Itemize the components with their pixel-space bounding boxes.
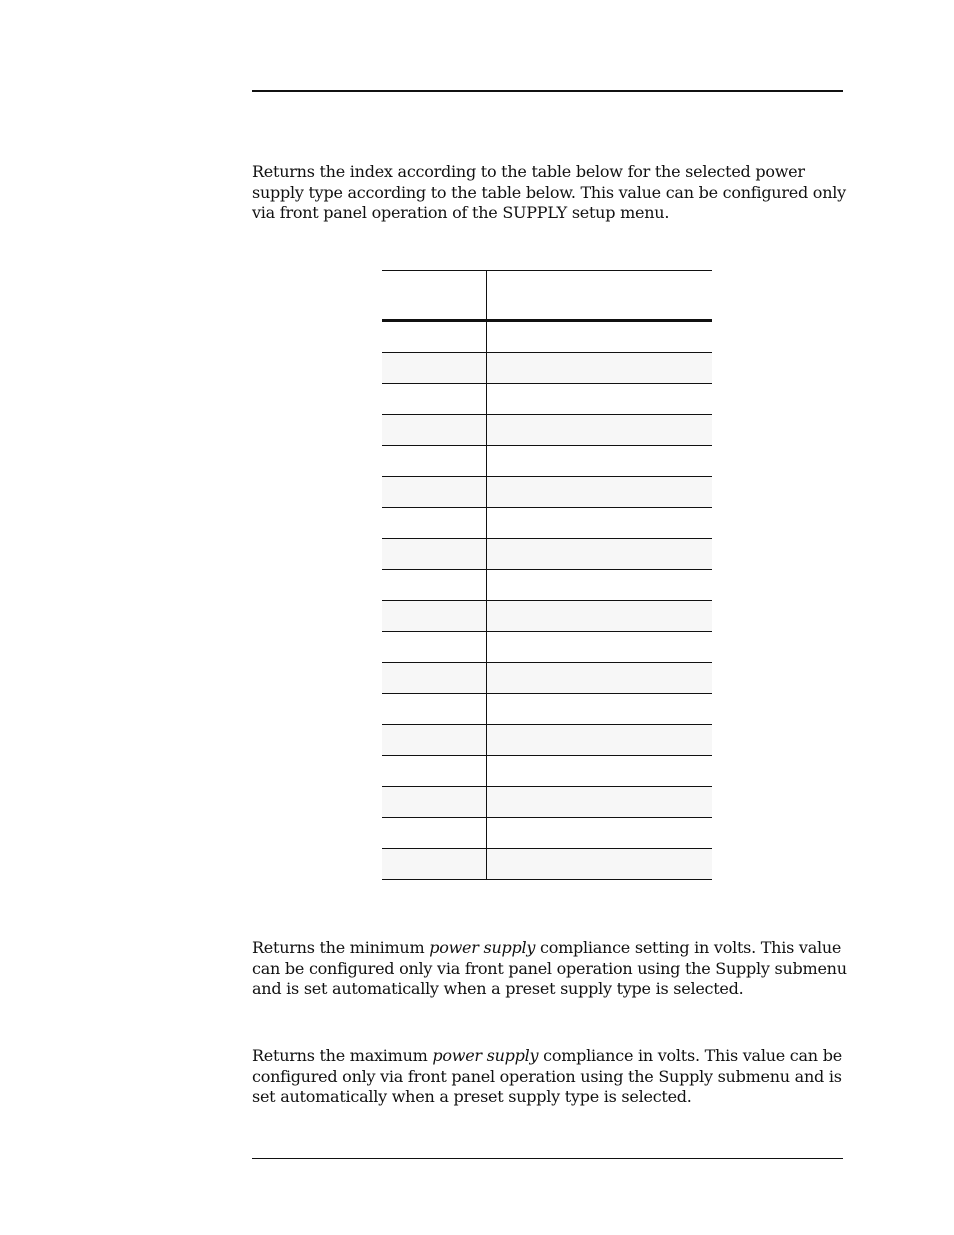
table-cell-supply-type	[486, 477, 712, 508]
table-cell-supply-type	[486, 849, 712, 880]
table-cell-index	[382, 508, 486, 539]
max-compliance-description	[252, 1046, 852, 1108]
table-row	[382, 725, 712, 756]
table-row	[382, 384, 712, 415]
table-cell-supply-type	[486, 508, 712, 539]
table-row	[382, 477, 712, 508]
table-row	[382, 694, 712, 725]
min-compliance-text-start: Returns the minimum	[252, 938, 430, 957]
table-cell-index	[382, 663, 486, 694]
table-cell-index	[382, 446, 486, 477]
max-compliance-text-start: Returns the maximum	[252, 1046, 433, 1065]
table-row	[382, 321, 712, 353]
table-cell-supply-type	[486, 539, 712, 570]
table-row	[382, 415, 712, 446]
table-cell-index	[382, 601, 486, 632]
table-cell-supply-type	[486, 725, 712, 756]
table-cell-index	[382, 353, 486, 384]
supply-type-table	[382, 270, 712, 880]
table-cell-index	[382, 539, 486, 570]
table-cell-supply-type	[486, 756, 712, 787]
table-cell-index	[382, 384, 486, 415]
table-cell-supply-type	[486, 694, 712, 725]
min-compliance-emphasis: power supply	[429, 938, 536, 957]
table-cell-supply-type	[486, 787, 712, 818]
min-compliance-text-end: compliance setting in volts. This value can be configured only via front panel operation using the Supply submenu and is set automatically when a preset supply type is selected.	[252, 938, 847, 998]
footer-rule	[252, 1158, 843, 1159]
table-cell-index	[382, 415, 486, 446]
table-cell-index	[382, 725, 486, 756]
table-header-row	[382, 271, 712, 321]
table-cell-supply-type	[486, 663, 712, 694]
table-cell-supply-type	[486, 353, 712, 384]
table-cell-index	[382, 818, 486, 849]
table-cell-index	[382, 756, 486, 787]
table-cell-index	[382, 570, 486, 601]
table-cell-index	[382, 694, 486, 725]
max-compliance-text-end: compliance in volts. This value can be configured only via front panel operation using the Supply submenu and is set automatically when a preset supply type is selected.	[252, 1046, 842, 1106]
max-compliance-emphasis: power supply	[432, 1046, 539, 1065]
table-row	[382, 601, 712, 632]
table-row	[382, 508, 712, 539]
table-row	[382, 787, 712, 818]
table-row	[382, 446, 712, 477]
column-header-index	[382, 271, 486, 321]
table-cell-supply-type	[486, 446, 712, 477]
table-cell-supply-type	[486, 570, 712, 601]
supply-type-description: Returns the index according to the table below for the selected power supply type according to the table below. This value can be configured only via front panel operation of the SUPPLY setup menu.	[252, 162, 846, 222]
table-cell-supply-type	[486, 321, 712, 353]
table-row	[382, 539, 712, 570]
table-row	[382, 663, 712, 694]
table-cell-supply-type	[486, 415, 712, 446]
table-row	[382, 353, 712, 384]
table-row	[382, 570, 712, 601]
table-cell-index	[382, 477, 486, 508]
table-cell-supply-type	[486, 632, 712, 663]
min-compliance-description	[252, 938, 852, 1000]
header-rule	[252, 90, 843, 92]
table-row	[382, 849, 712, 880]
table-cell-supply-type	[486, 601, 712, 632]
table-cell-index	[382, 321, 486, 353]
table-row	[382, 818, 712, 849]
table-cell-supply-type	[486, 818, 712, 849]
table-cell-index	[382, 849, 486, 880]
table-row	[382, 756, 712, 787]
column-header-supply-type	[486, 271, 712, 321]
table-body	[382, 321, 712, 880]
table-cell-supply-type	[486, 384, 712, 415]
table-row	[382, 632, 712, 663]
table-cell-index	[382, 787, 486, 818]
table-cell-index	[382, 632, 486, 663]
